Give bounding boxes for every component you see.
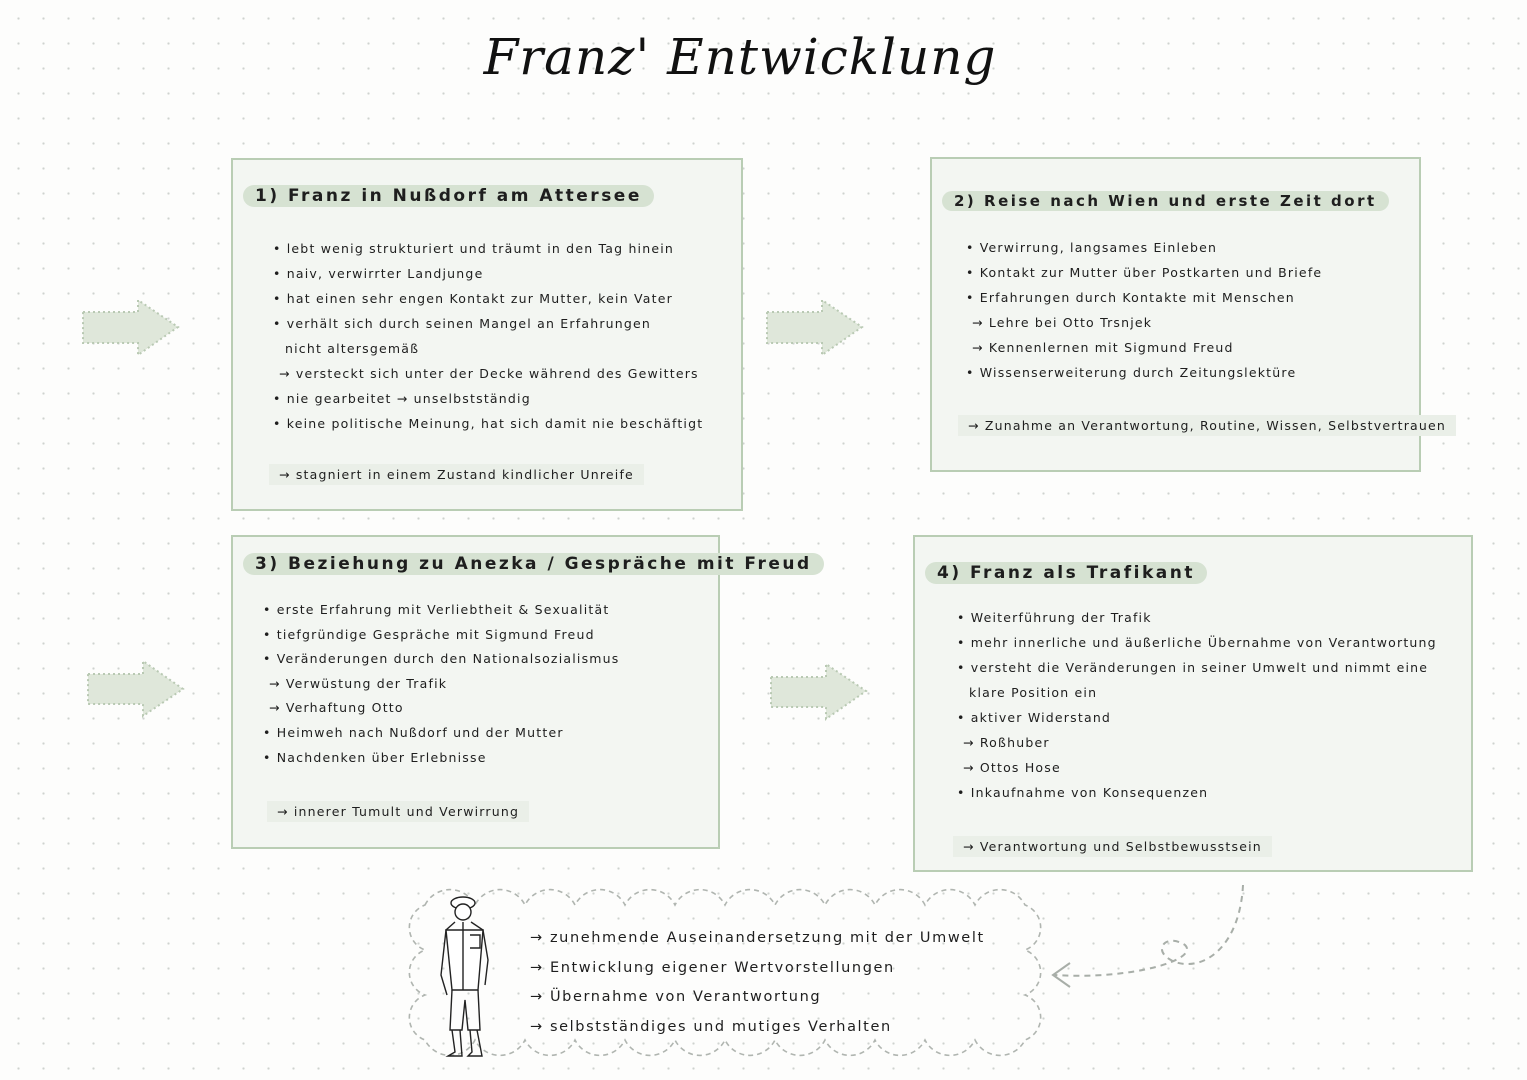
- list-item: • tiefgründige Gespräche mit Sigmund Freud: [263, 626, 595, 642]
- list-item: • hat einen sehr engen Kontakt zur Mutter, kein Vater: [273, 291, 673, 306]
- section-items: [966, 235, 1322, 385]
- list-item: • nie gearbeitet → unselbstständig: [273, 391, 531, 406]
- list-item: • naiv, verwirrter Landjunge: [273, 266, 484, 281]
- list-item: • verhält sich durch seinen Mangel an Erfahrungen: [273, 316, 652, 331]
- section-card-2: [930, 157, 1447, 472]
- list-item: → Kennenlernen mit Sigmund Freud: [972, 340, 1234, 355]
- list-item: → Verwüstung der Trafik: [269, 675, 448, 691]
- arrow-right-icon: [767, 300, 862, 355]
- list-item: • Erfahrungen durch Kontakte mit Menschen: [966, 290, 1295, 305]
- arrow-right-icon: [88, 661, 183, 716]
- section-items: [957, 605, 1437, 805]
- list-item: nicht altersgemäß: [285, 341, 420, 356]
- list-item: • keine politische Meinung, hat sich damit nie beschäftigt: [273, 416, 704, 431]
- list-item: • versteht die Veränderungen in seiner Umwelt und nimmt eine: [957, 660, 1429, 675]
- list-item: • erste Erfahrung mit Verliebtheit & Sexualität: [263, 602, 610, 617]
- list-item: • lebt wenig strukturiert und träumt in den Tag hinein: [273, 241, 675, 256]
- arrow-right-icon: [83, 300, 178, 355]
- section-title: 3) Beziehung zu Anezka / Gespräche mit Freud: [243, 553, 824, 575]
- list-item: klare Position ein: [969, 685, 1098, 700]
- list-item: • Weiterführung der Trafik: [957, 610, 1152, 625]
- section-conclusion: → Zunahme an Verantwortung, Routine, Wissen, Selbstvertrauen: [958, 415, 1456, 436]
- section-conclusion: → stagniert in einem Zustand kindlicher Unreife: [269, 464, 644, 485]
- section-card-1: [231, 158, 743, 511]
- list-item: • Veränderungen durch den Nationalsozialismus: [263, 651, 620, 667]
- summary-item: → Entwicklung eigener Wertvorstellungen: [530, 959, 895, 976]
- summary-item: → selbstständiges und mutiges Verhalten: [530, 1018, 892, 1035]
- section-items: [273, 236, 703, 436]
- list-item: • Kontakt zur Mutter über Postkarten und Briefe: [966, 265, 1323, 280]
- section-title: 2) Reise nach Wien und erste Zeit dort: [942, 191, 1389, 211]
- list-item: • Heimweh nach Nußdorf und der Mutter: [263, 724, 564, 740]
- list-item: → Roßhuber: [963, 735, 1050, 750]
- page-title: Franz' Entwicklung: [483, 28, 997, 86]
- section-title: 1) Franz in Nußdorf am Attersee: [243, 185, 654, 207]
- list-item: → Lehre bei Otto Trsnjek: [972, 315, 1153, 330]
- list-item: → Ottos Hose: [963, 760, 1061, 775]
- franz-figure-icon: [441, 897, 488, 1056]
- summary-list: [530, 924, 985, 1042]
- list-item: → versteckt sich unter der Decke während des Gewitters: [279, 366, 699, 381]
- curved-arrow-icon: [1053, 885, 1243, 987]
- section-card-4: [913, 535, 1473, 872]
- list-item: • mehr innerliche und äußerliche Übernahme von Verantwortung: [957, 635, 1437, 650]
- list-item: → Verhaftung Otto: [269, 700, 404, 716]
- list-item: • Nachdenken über Erlebnisse: [263, 749, 487, 765]
- arrow-right-icon: [771, 664, 866, 719]
- section-title: 4) Franz als Trafikant: [925, 562, 1207, 584]
- section-card-3: [231, 535, 812, 849]
- section-conclusion: → Verantwortung und Selbstbewusstsein: [953, 836, 1272, 857]
- section-conclusion: → innerer Tumult und Verwirrung: [267, 801, 529, 822]
- list-item: • Verwirrung, langsames Einleben: [966, 240, 1218, 255]
- summary-item: → Übernahme von Verantwortung: [530, 989, 822, 1005]
- list-item: • aktiver Widerstand: [957, 710, 1112, 725]
- summary-item: → zunehmende Auseinandersetzung mit der Umwelt: [530, 930, 985, 946]
- list-item: • Inkaufnahme von Konsequenzen: [957, 785, 1209, 800]
- section-items: [263, 598, 620, 770]
- list-item: • Wissenserweiterung durch Zeitungslektüre: [966, 365, 1297, 380]
